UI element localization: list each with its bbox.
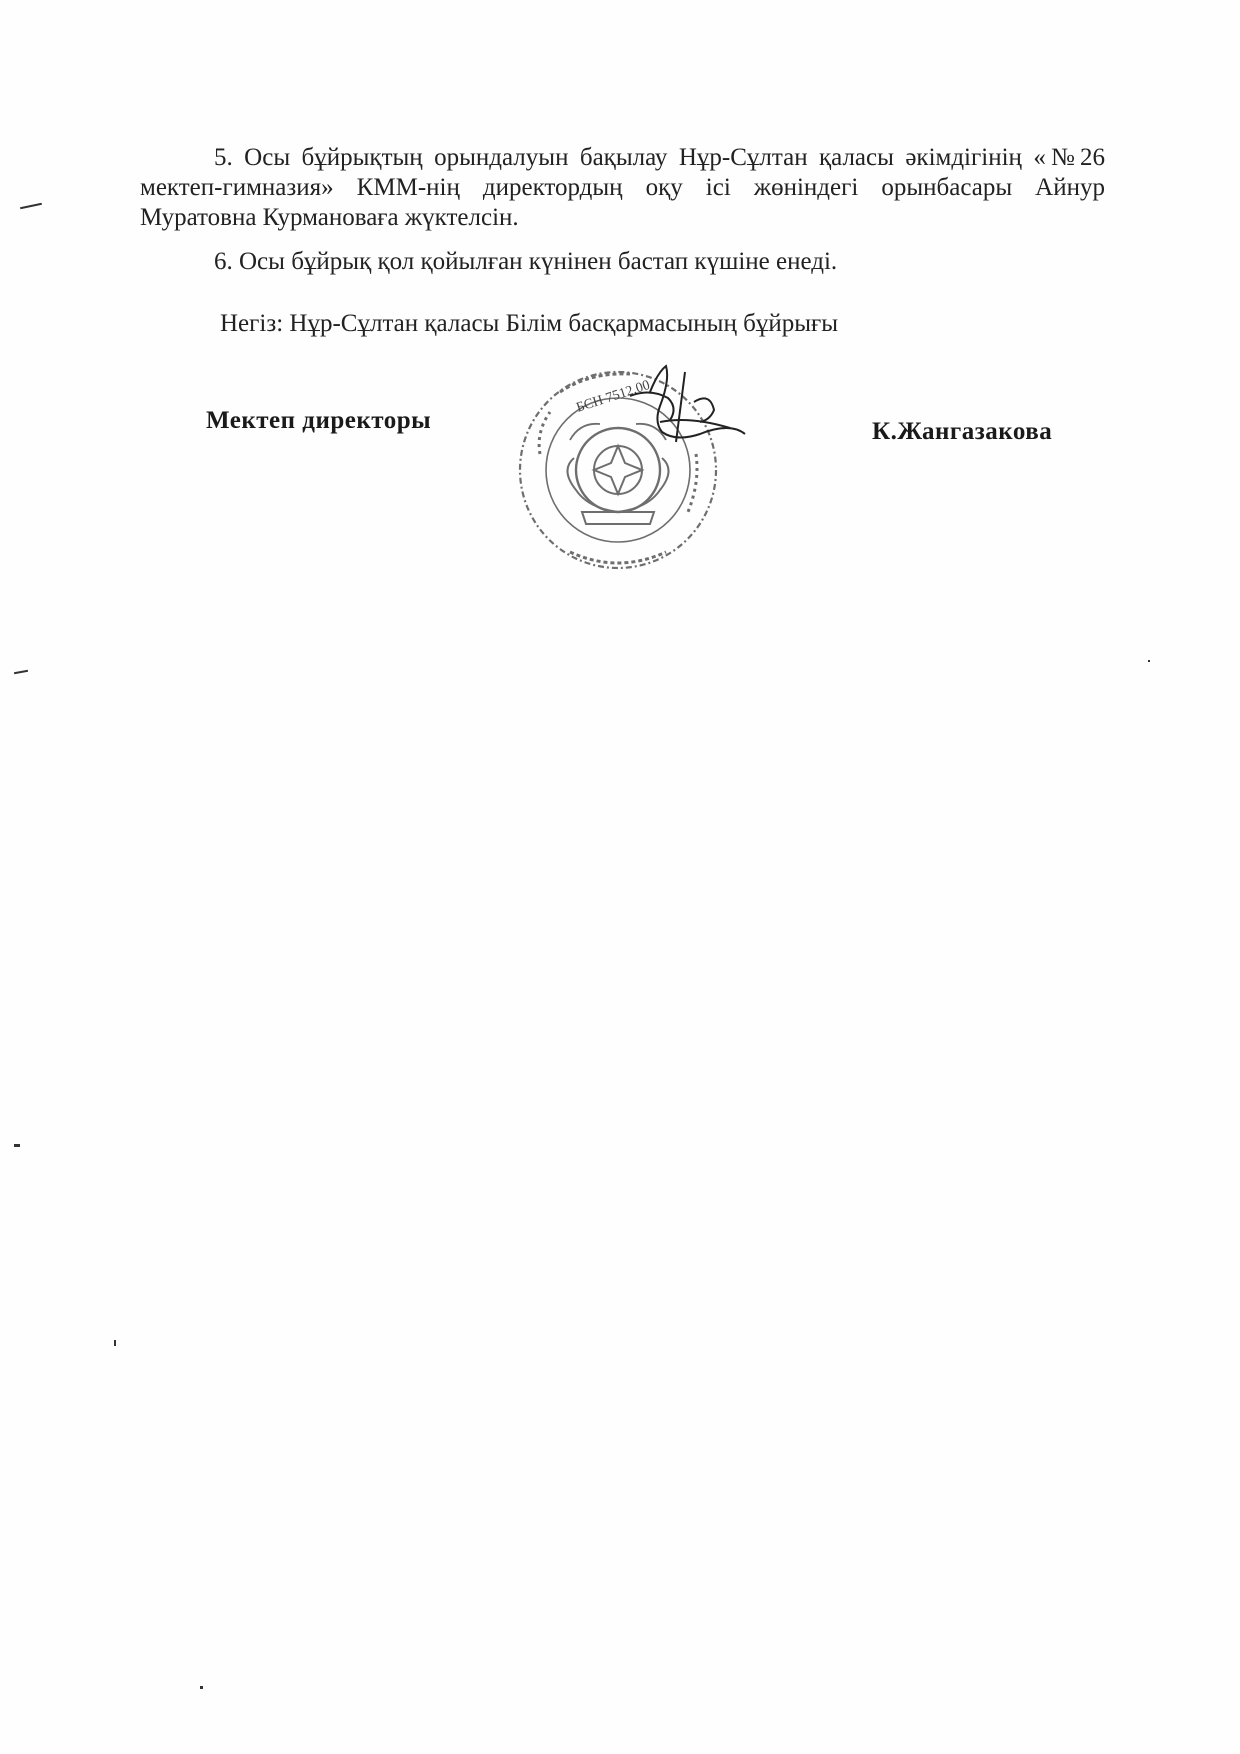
scan-speck	[114, 1340, 116, 1346]
scan-speck	[200, 1686, 203, 1689]
svg-text:БСН 7512.00: БСН 7512.00	[574, 377, 652, 416]
paragraph-6: 6. Осы бұйрық қол қойылған күнінен бастап күшіне енеді.	[214, 248, 838, 275]
basis-line: Негіз: Нұр-Сұлтан қаласы Білім басқармасының бұйрығы	[220, 310, 839, 337]
paragraph-5: 5. Осы бұйрықтың орындалуын бақылау Нұр-Сұлтан қаласы әкімдігінің «№26 мектеп-гимназия» КММ-нің директордың оқу ісі жөніндегі орынбасары Айнур Муратовна Курмановаға жүктелсін.	[140, 144, 1105, 231]
scan-speck	[14, 670, 28, 674]
scan-speck	[14, 1144, 20, 1147]
scan-speck	[20, 203, 42, 210]
scan-speck	[1148, 660, 1150, 662]
official-seal	[500, 362, 760, 572]
signatory-title: Мектеп директоры	[206, 407, 432, 434]
seal-top-text	[575, 378, 652, 416]
signatory-name: К.Жангазакова	[872, 418, 1053, 445]
